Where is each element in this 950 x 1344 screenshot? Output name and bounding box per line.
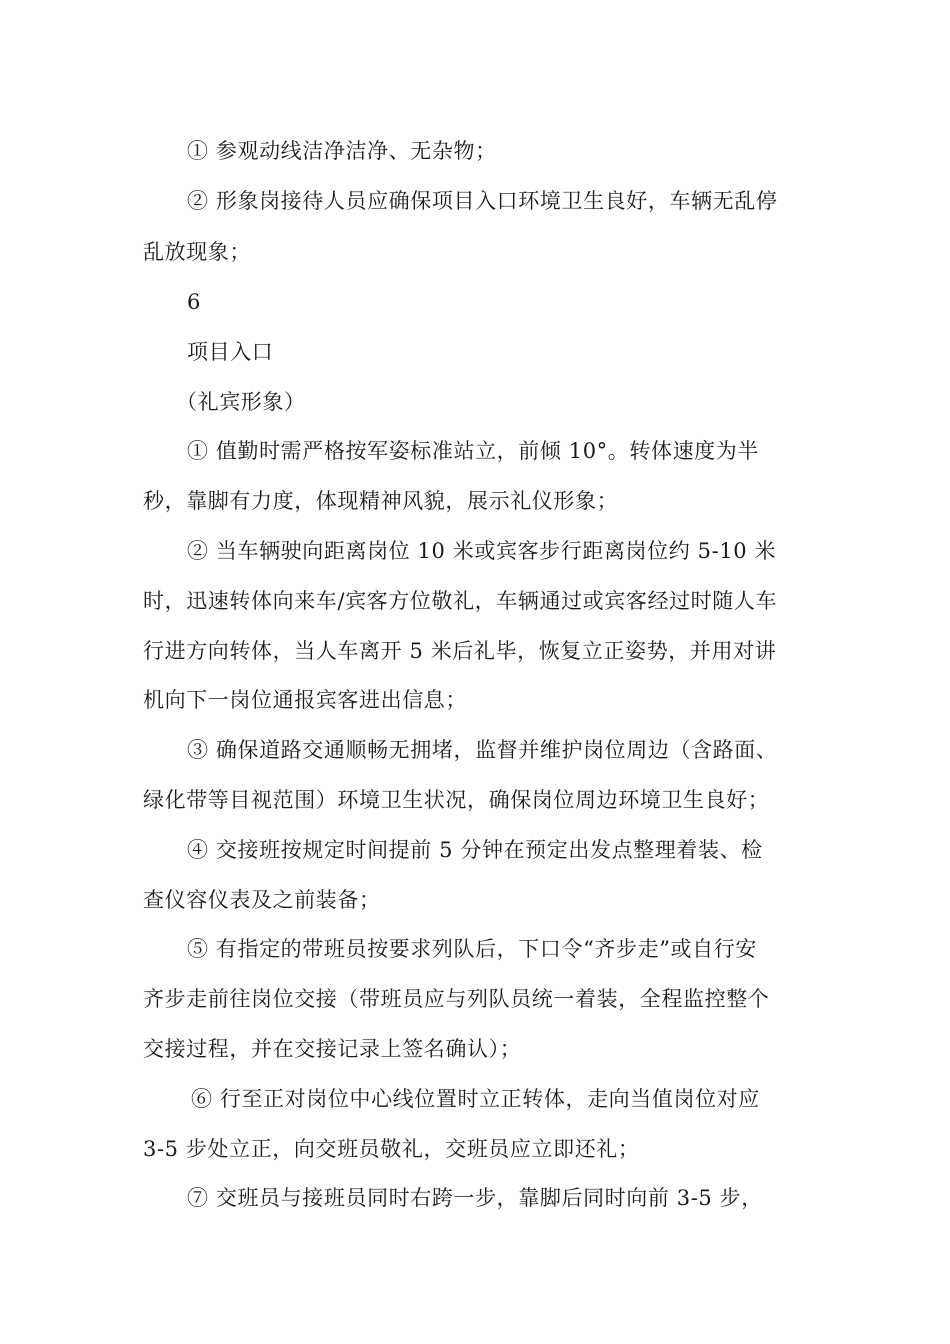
text-line: 乱放现象； [143, 240, 251, 264]
text-line: 3-5 步处立正，向交班员敬礼，交班员应立即还礼； [143, 1137, 640, 1161]
text-line: （礼宾形象） [176, 390, 306, 414]
text-line: ② 形象岗接待人员应确保项目入口环境卫生良好，车辆无乱停 [187, 189, 778, 213]
text-line: 齐步走前往岗位交接（带班员应与列队员统一着装，全程监控整个 [143, 987, 770, 1011]
text-line: ① 参观动线洁净洁净、无杂物； [187, 139, 497, 163]
text-line: ② 当车辆驶向距离岗位 10 米或宾客步行距离岗位约 5-10 米 [187, 539, 777, 563]
text-line: 项目入口 [187, 340, 274, 364]
text-line: 交接过程，并在交接记录上签名确认）； [143, 1037, 522, 1061]
text-line: ③ 确保道路交通顺畅无拥堵，监督并维护岗位周边（含路面、 [187, 738, 778, 762]
text-line: 6 [187, 290, 201, 314]
text-line: ⑥ 行至正对岗位中心线位置时立正转体，走向当值岗位对应 [191, 1087, 760, 1111]
text-line: 机向下一岗位通报宾客进出信息； [143, 688, 467, 712]
text-line: 行进方向转体，当人车离开 5 米后礼毕，恢复立正姿势，并用对讲 [143, 639, 777, 663]
text-line: 绿化带等目视范围）环境卫生状况，确保岗位周边环境卫生良好； [143, 788, 770, 812]
text-line: ④ 交接班按规定时间提前 5 分钟在预定出发点整理着装、检 [187, 838, 763, 862]
text-line: 查仪容仪表及之前装备； [143, 888, 381, 912]
text-line: ⑦ 交班员与接班员同时右跨一步，靠脚后同时向前 3-5 步， [187, 1186, 763, 1210]
text-line: ① 值勤时需严格按军姿标准站立，前倾 10°。转体速度为半 [187, 439, 759, 463]
text-line: 秒，靠脚有力度，体现精神风貌，展示礼仪形象； [143, 489, 619, 513]
text-line: ⑤ 有指定的带班员按要求列队后，下口令“齐步走”或自行安 [187, 937, 757, 961]
text-line: 时，迅速转体向来车/宾客方位敬礼，车辆通过或宾客经过时随人车 [143, 589, 778, 613]
